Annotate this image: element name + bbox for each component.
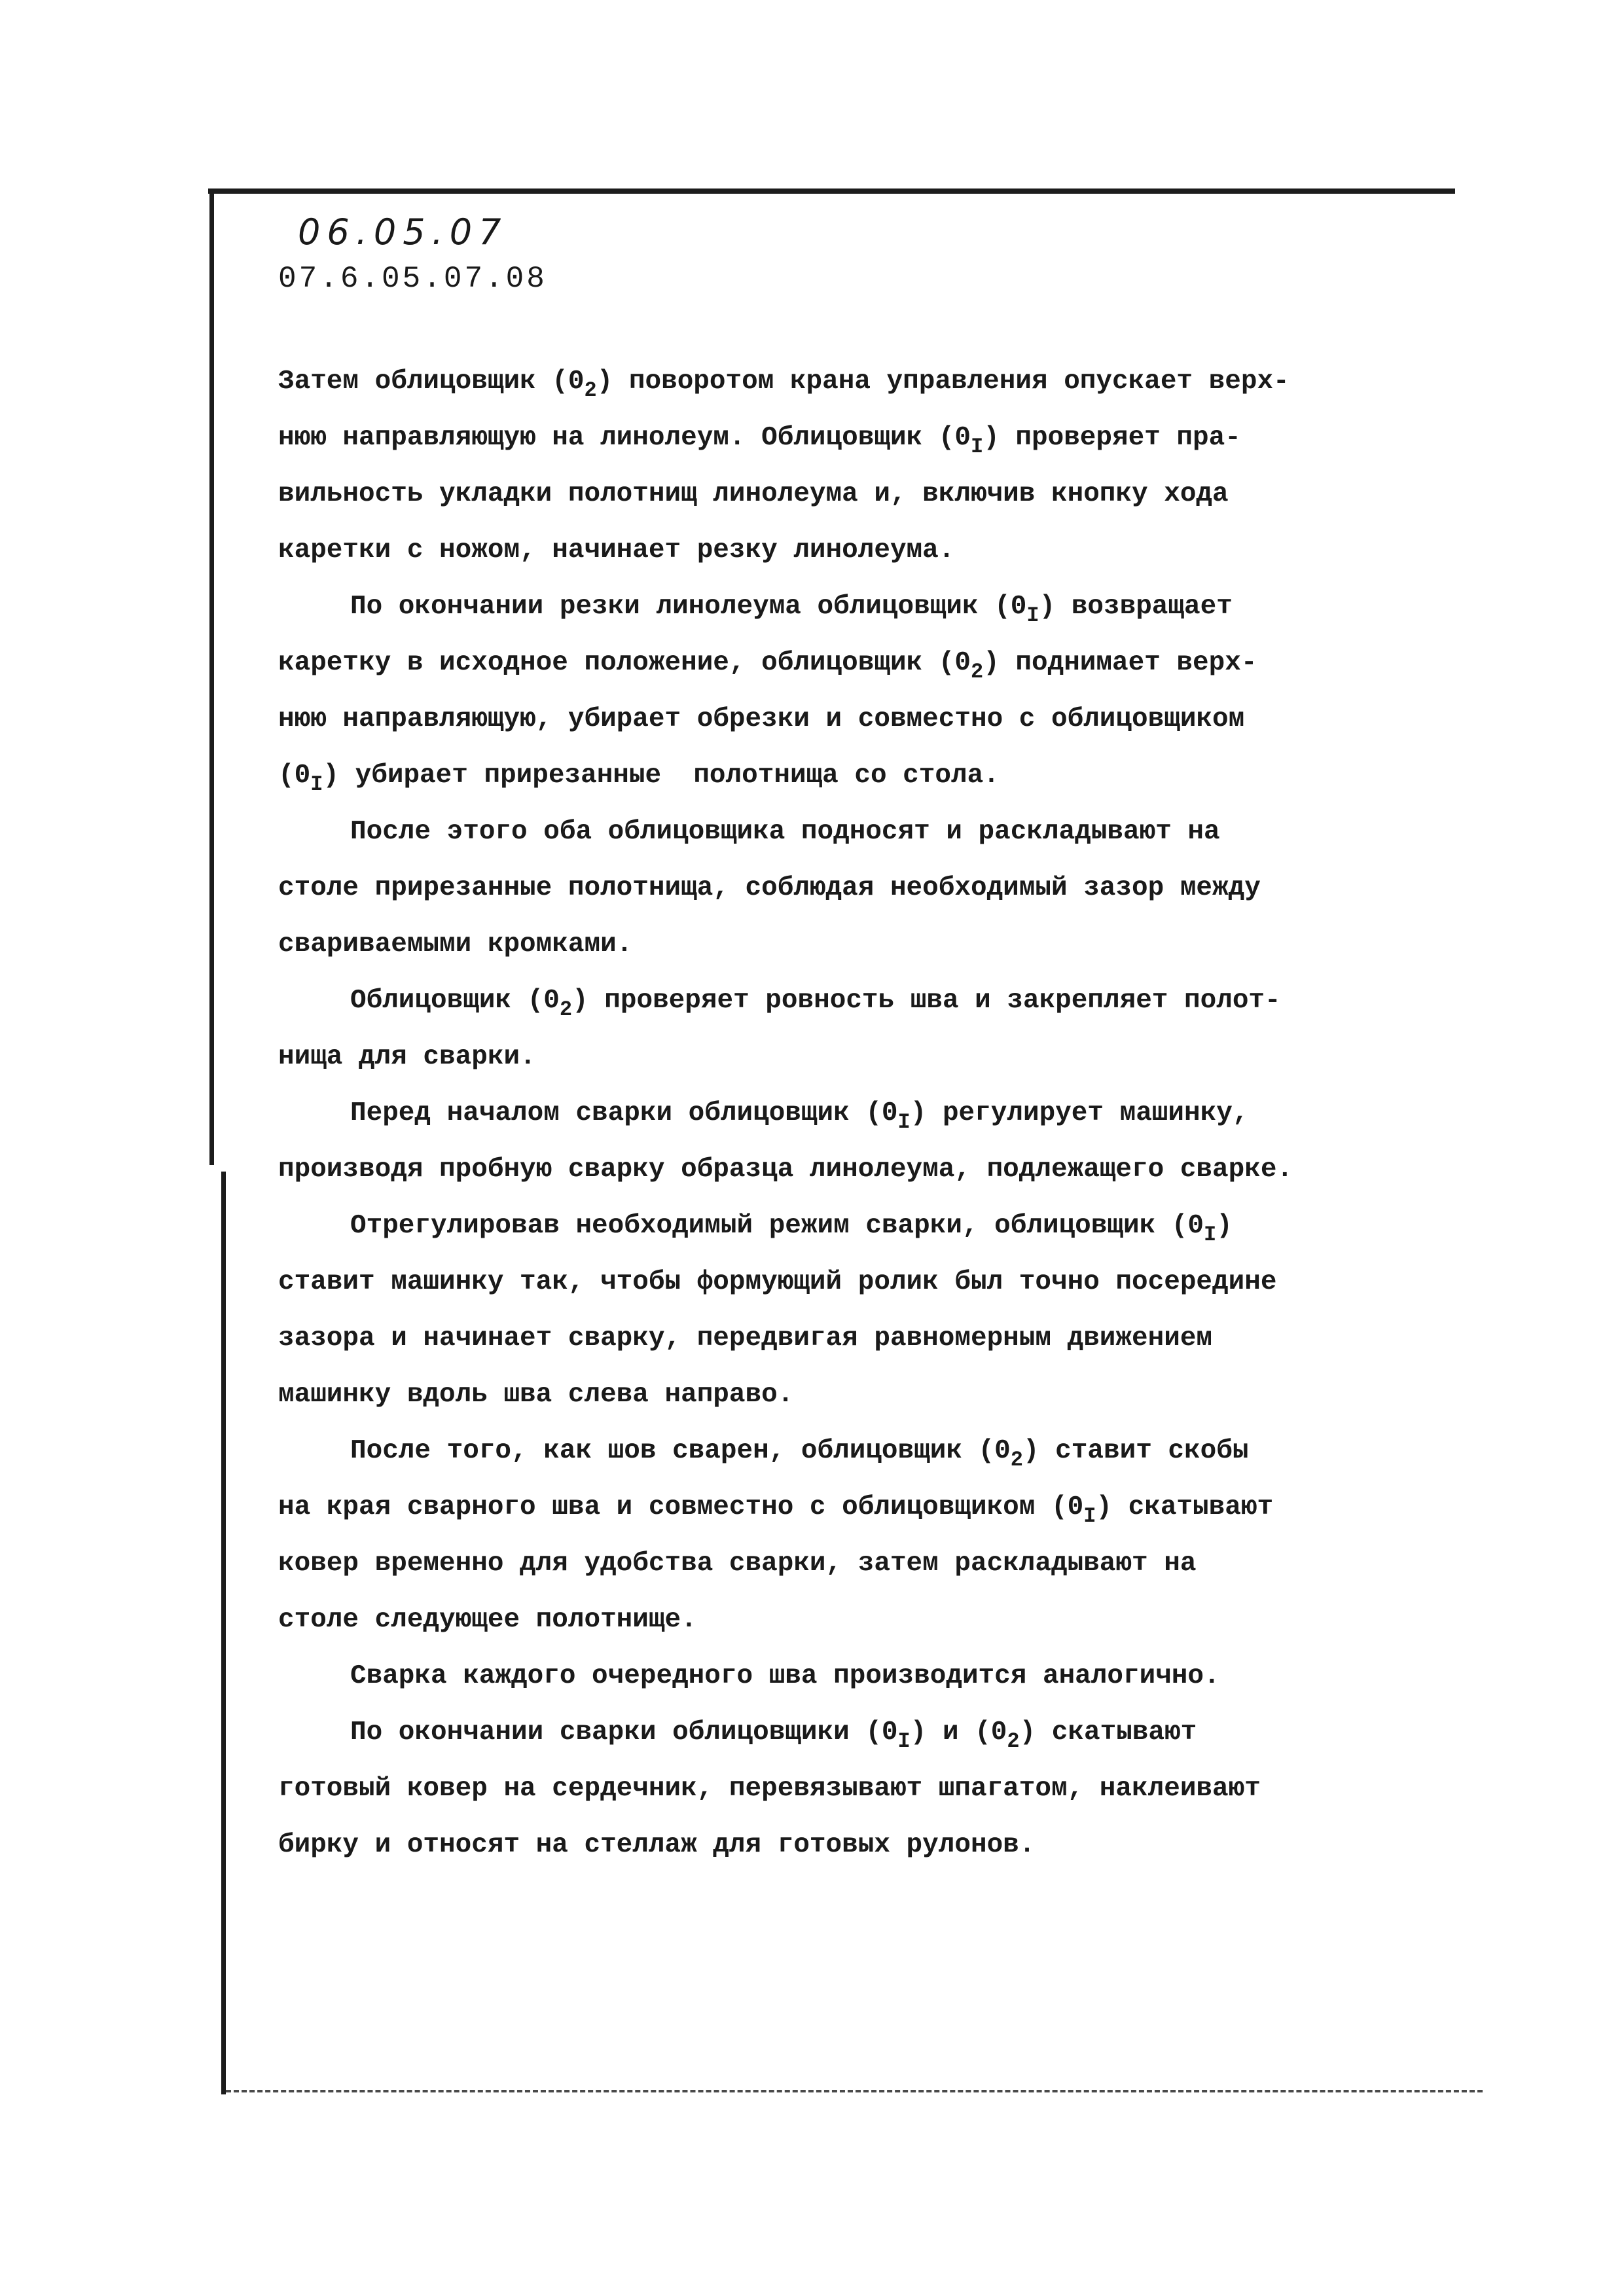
- subscript: 2: [559, 997, 573, 1022]
- text-segment: нюю направляющую, убирает обрезки и совместно с облицовщиком: [278, 704, 1245, 734]
- text-segment: По окончании резки линолеума облицовщик (0: [350, 592, 1027, 622]
- text-line: [278, 635, 1404, 691]
- text-line: [278, 1367, 1404, 1423]
- text-line: [278, 410, 1404, 466]
- paragraph: [278, 1648, 1404, 1704]
- text-line: [278, 1761, 1404, 1817]
- text-segment: После того, как шов сварен, облицовщик (0: [350, 1436, 1011, 1466]
- paragraph: [278, 579, 1404, 804]
- text-segment: ) проверяет ровность шва и закрепляет полот-: [572, 986, 1281, 1016]
- text-segment: ) скатывают: [1096, 1492, 1274, 1522]
- text-line: [278, 691, 1404, 747]
- subscript: I: [970, 435, 984, 459]
- text-segment: ) и (0: [910, 1717, 1007, 1748]
- subscript: I: [897, 1729, 911, 1753]
- text-segment: ковер временно для удобства сварки, затем раскладывают на: [278, 1549, 1197, 1579]
- subscript: 2: [1010, 1448, 1023, 1472]
- text-segment: Перед началом сварки облицовщик (0: [350, 1098, 898, 1128]
- subscript: 2: [584, 378, 597, 403]
- text-segment: ) ставит скобы: [1022, 1436, 1249, 1466]
- paragraph: [278, 1423, 1404, 1648]
- document-body: [278, 353, 1404, 1873]
- text-segment: свариваемыми кромками.: [278, 929, 633, 960]
- subscript: 2: [970, 660, 984, 684]
- text-line: [278, 1029, 1404, 1085]
- text-segment: ) убирает прирезанные полотнища со стола.: [323, 761, 1000, 791]
- text-segment: ставит машинку так, чтобы формующий ролик был точно посередине: [278, 1267, 1277, 1297]
- paragraph: [278, 1704, 1404, 1873]
- text-segment: ): [1216, 1211, 1233, 1241]
- text-segment: каретку в исходное положение, облицовщик (0: [278, 648, 971, 678]
- text-line: [278, 522, 1404, 579]
- text-line: [278, 1085, 1404, 1141]
- text-segment: Сварка каждого очередного шва производится аналогично.: [350, 1661, 1220, 1691]
- text-segment: столе следующее полотнище.: [278, 1605, 697, 1635]
- text-segment: (0: [278, 761, 311, 791]
- text-segment: каретки с ножом, начинает резку линолеума.: [278, 535, 955, 565]
- text-segment: После этого оба облицовщика подносят и раскладывают на: [350, 817, 1220, 847]
- text-line: [278, 804, 1404, 860]
- text-line: [278, 1254, 1404, 1310]
- text-line: [278, 1479, 1404, 1535]
- handwritten-code: 06.05.07: [298, 211, 508, 253]
- paragraph: [278, 973, 1404, 1085]
- text-line: [278, 353, 1404, 410]
- text-segment: зазора и начинает сварку, передвигая равномерным движением: [278, 1323, 1213, 1354]
- text-line: [278, 466, 1404, 522]
- text-line: [278, 916, 1404, 973]
- text-segment: Затем облицовщик (0: [278, 367, 585, 397]
- text-line: [278, 1198, 1404, 1254]
- text-line: [278, 579, 1404, 635]
- paragraph: [278, 353, 1404, 579]
- text-segment: Отрегулировав необходимый режим сварки, облицовщик (0: [350, 1211, 1204, 1241]
- text-segment: ) проверяет пра-: [983, 423, 1241, 453]
- text-line: [278, 1423, 1404, 1479]
- text-line: [278, 1648, 1404, 1704]
- subscript: 2: [1007, 1729, 1020, 1753]
- text-line: [278, 860, 1404, 916]
- document-header: [278, 209, 547, 302]
- text-line: [278, 1310, 1404, 1367]
- subscript: I: [1026, 603, 1039, 628]
- text-line: [278, 747, 1404, 804]
- subscript: I: [1204, 1223, 1217, 1247]
- text-segment: машинку вдоль шва слева направо.: [278, 1380, 794, 1410]
- subscript: I: [897, 1110, 911, 1134]
- text-segment: производя пробную сварку образца линолеума, подлежащего сварке.: [278, 1155, 1293, 1185]
- paragraph: [278, 1085, 1404, 1198]
- text-segment: вильность укладки полотнищ линолеума и, включив кнопку хода: [278, 479, 1229, 509]
- frame-bottom-border: [226, 2090, 1483, 2095]
- text-segment: ) поворотом крана управления опускает верх-: [596, 367, 1290, 397]
- text-line: [278, 1592, 1404, 1648]
- text-segment: на края сварного шва и совместно с облицовщиком (0: [278, 1492, 1084, 1522]
- paragraph: [278, 1198, 1404, 1423]
- text-line: [278, 1704, 1404, 1761]
- text-segment: ) возвращает: [1039, 592, 1233, 622]
- text-line: [278, 973, 1404, 1029]
- text-segment: нища для сварки.: [278, 1042, 536, 1072]
- text-segment: Облицовщик (0: [350, 986, 560, 1016]
- text-segment: готовый ковер на сердечник, перевязывают шпагатом, наклеивают: [278, 1774, 1261, 1804]
- text-segment: нюю направляющую на линолеум. Облицовщик (0: [278, 423, 971, 453]
- paragraph: [278, 804, 1404, 973]
- frame-left-border: [209, 190, 214, 1165]
- text-segment: ) скатывают: [1019, 1717, 1197, 1748]
- frame-left-border-lower: [221, 1172, 226, 2094]
- text-segment: ) поднимает верх-: [983, 648, 1257, 678]
- frame-top-border: [208, 188, 1455, 194]
- text-segment: столе прирезанные полотнища, соблюдая необходимый зазор между: [278, 873, 1261, 903]
- subscript: I: [1083, 1504, 1096, 1528]
- text-line: [278, 1141, 1404, 1198]
- text-segment: бирку и относят на стеллаж для готовых рулонов.: [278, 1830, 1036, 1860]
- subscript: I: [310, 772, 323, 797]
- text-line: [278, 1817, 1404, 1873]
- text-segment: По окончании сварки облицовщики (0: [350, 1717, 898, 1748]
- text-line: [278, 1535, 1404, 1592]
- document-code: 07.6.05.07.08: [278, 262, 547, 296]
- text-segment: ) регулирует машинку,: [910, 1098, 1249, 1128]
